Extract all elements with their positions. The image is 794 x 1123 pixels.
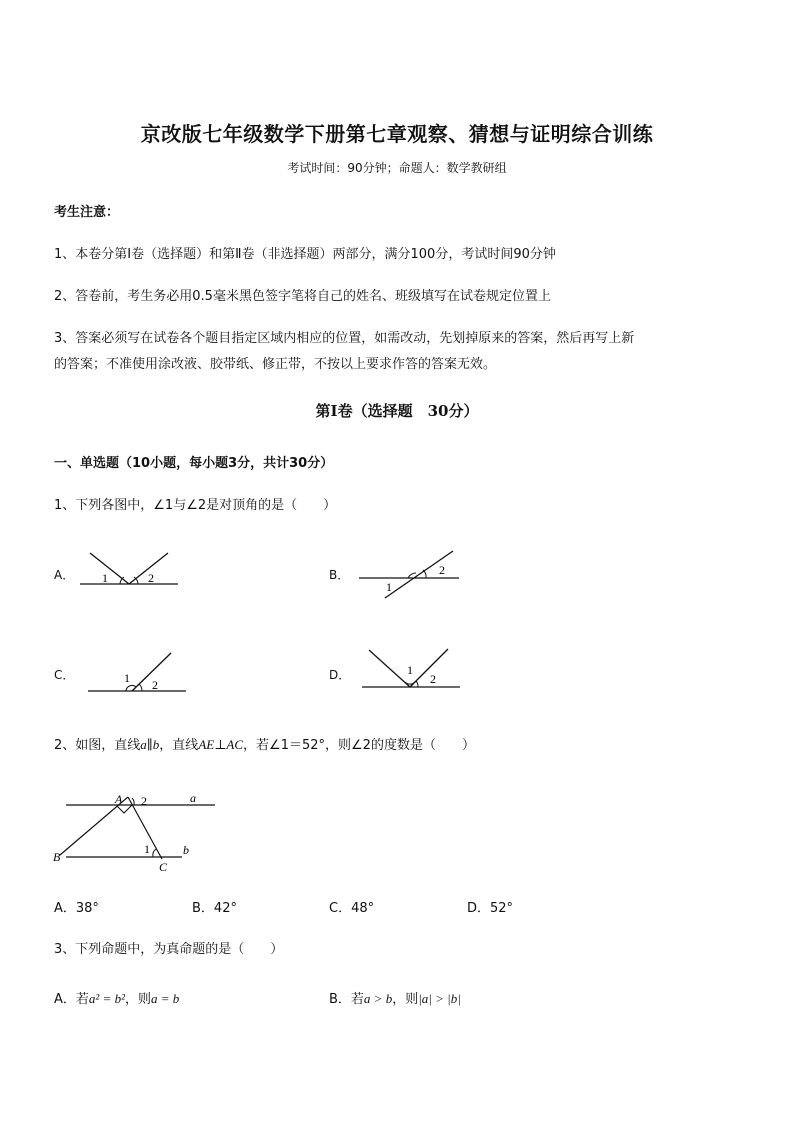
q2-label-line-a: a	[190, 791, 196, 805]
q2-label-a-point: A	[115, 792, 123, 806]
q1-figure-a	[80, 548, 185, 590]
q3-option-a-mid: ，则	[124, 992, 151, 1007]
q1-option-d-label: D．	[329, 668, 351, 682]
q3-option-b-mid: ，则	[392, 992, 419, 1007]
q1d-angle-2-label: 2	[430, 672, 436, 686]
notice-item-3-cont: 的答案；不准使用涂改液、胶带纸、修正带，不按以上要求作答的答案无效。	[54, 357, 497, 372]
q2-stem	[54, 734, 475, 753]
q1b-angle-2-label: 2	[439, 563, 445, 577]
q1c-angle-1-label: 1	[124, 671, 130, 685]
q1-figure-c	[86, 650, 188, 695]
q3-option-b-result: |a| > |b|	[418, 991, 461, 1006]
q3-option-a	[54, 988, 179, 1007]
q2-option-c: C．48°	[329, 901, 375, 916]
q2-option-b: B．42°	[192, 901, 237, 916]
q3-option-b-prefix: B．若	[329, 992, 364, 1007]
q2-label-angle-2: 2	[141, 794, 147, 808]
q2-stem-prefix: 2、如图，直线	[54, 738, 141, 753]
section-title: 第Ⅰ卷（选择题 30分）	[315, 402, 479, 420]
q1a-angle-1-label: 1	[102, 571, 108, 585]
part-heading: 一、单选题（10小题，每小题3分，共计30分）	[54, 456, 334, 471]
q2-label-c-point: C	[159, 860, 168, 874]
q1-option-c-label: C．	[54, 668, 75, 682]
q1-option-b-label: B．	[329, 568, 350, 582]
q2-label-b-point: B	[53, 850, 61, 864]
notice-heading: 考生注意：	[54, 205, 120, 220]
q2-stem-suffix: ，若∠1＝52°，则∠2的度数是（ ）	[243, 738, 475, 753]
q2-option-a: A．38°	[54, 901, 99, 916]
q3-option-b-condition: a > b	[363, 991, 393, 1006]
q2-label-line-b: b	[183, 843, 189, 857]
q1-figure-b	[355, 548, 460, 600]
notice-item-2: 2、答卷前，考生务必用0.5毫米黑色签字笔将自己的姓名、班级填写在试卷规定位置上	[54, 289, 551, 304]
q1d-angle-1-label: 1	[407, 663, 413, 677]
q1b-angle-1-label: 1	[386, 580, 392, 594]
q3-option-a-condition: a² = b²	[88, 991, 125, 1006]
q3-option-a-result: a = b	[151, 991, 180, 1006]
exam-title: 京改版七年级数学下册第七章观察、猜想与证明综合训练	[140, 122, 654, 146]
q1a-angle-2-label: 2	[148, 571, 154, 585]
q1c-angle-2-label: 2	[152, 678, 158, 692]
q1-stem: 1、下列各图中，∠1与∠2是对顶角的是（ ）	[54, 498, 337, 513]
q3-option-b	[329, 988, 461, 1007]
q2-stem-parallel: a∥b	[140, 737, 160, 752]
q2-figure	[50, 785, 215, 877]
q2-stem-mid: ，直线	[159, 738, 199, 753]
q2-stem-perpendicular: AE⊥AC	[198, 737, 244, 752]
q2-option-d: D．52°	[467, 901, 514, 916]
notice-item-3: 3、答案必须写在试卷各个题目指定区域内相应的位置，如需改动，先划掉原来的答案，然后再写上新	[54, 331, 635, 346]
notice-item-1: 1、本卷分第Ⅰ卷（选择题）和第Ⅱ卷（非选择题）两部分，满分100分，考试时间90分钟	[54, 247, 556, 262]
q1-option-a-label: A．	[54, 568, 75, 582]
exam-subtitle: 考试时间：90分钟；命题人：数学教研组	[287, 161, 507, 175]
q1-figure-d	[360, 646, 463, 691]
q3-stem: 3、下列命题中，为真命题的是（ ）	[54, 942, 284, 957]
q3-option-a-prefix: A．若	[54, 992, 89, 1007]
q2-label-angle-1: 1	[144, 842, 150, 856]
